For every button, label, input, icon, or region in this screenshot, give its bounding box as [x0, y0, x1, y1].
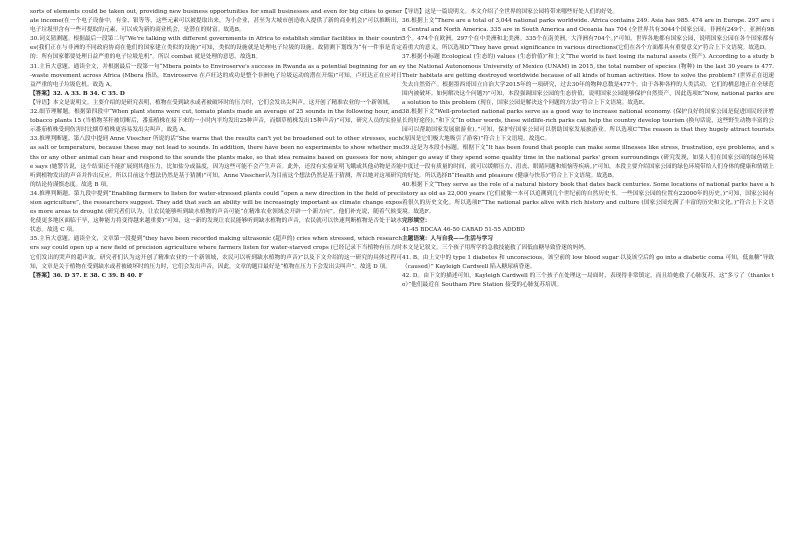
paragraph: 35.主旨大意题。通读全文，文章第一段提到“they have been recorded making ultrasonic (超声的) cries when stressed, which researchers say could open up a new field of precision agriculture where farmers listen for water-starved crops (已经记录下当植物有压力时它们发出的哭声的超声波，研究者们认为这开创了精准农业的一个新领域，农民可以听到缺水植物的声音)”以及下文介绍的这一研究的具体过程可知，文章是关于植物在受到缺水或者被破坏时的压力时，它们会发出声音，因此，文章的题目最好是“植物在压力下会发出尖叫声”。故选 D 项。: [30, 236, 402, 270]
paragraph: 【导语】这是一篇说明文。本文介绍了全世界的国家公园将带来哪些好处人们的好处。: [402, 9, 619, 15]
paragraph: 36.根据上文“There are a total of 3,044 national parks worldwide. Africa contains 249. Asia has 985. 474 are in Europe. 297 are in Central and North America. 335 are in South America and Oceania has 704 (全世界共有3044个国家公园。非洲有249个。亚洲有985个。474个在欧洲。297个在中美洲和北美洲。335个在南美洲，大洋洲有704个。)”可知，世界各地都有国家公园，说明国家公园在各个国家都有着重大的意义。所以选项D“They have great significance in various directions(它们在各个方面都具有重要意义)”符合上下文语境。故选D。: [402, 18, 774, 52]
paragraph: 【导语】本文是说明文。主要介绍的是研究表明，植物在受到缺水或者被破坏时的压力时，它们会发出尖叫声，这开创了精准农业的一个新领域。: [30, 99, 394, 106]
left-column: [30, 8, 402, 281]
answer-line: 【答案】36. D 37. E 38. C 39. B 40. F: [30, 272, 143, 279]
paragraph: 31.主旨大意题。通读全文，并根据最后一段第一句“Mbera points to Enviroserve's success in Rwanda as a potential beginning for an e-waste movement across Africa (Mbera 指出，Enviroserve 在卢旺达的成功是整个非洲电子垃圾运动的潜在开端)”可知，卢旺达正在应对日益严重的电子垃圾危机。故选 A。: [30, 63, 402, 88]
paragraph: 33.推理判断题。第八段中提到 Anne Visscher 所说的话“She warns that the results can't yet be broadened out to other stresses, such as salt or temperature, because these may not lead to sounds. In addition, there have been no experiments to show whether moths or any other animal can hear and respond to the sounds the plants make, so that idea remains based on guesses for now, she says (她警告说，这个结果还不能扩展到其他压力，比如盐分或温度，因为这些可能不会产生声音。此外，还没有实验证明飞蛾或其他动物是否能听到植物发出的声音并作出反应，所以目前这个想法仍然是基于猜测)”可知，Anne Visscher认为目前这个想法仍然是基于猜测，所以她对这项研究的结论持谨慎态度。故选 B 项。: [30, 136, 402, 188]
paragraph: 42. D。由下文的描述可知，Kayleigh Cardwell 的三个孩子在处理这一局面时，表现得非常镇定，而且给她救了心肺复苏，这“多亏了（thanks to）”他们最近在 Southam Fire Station 接受的心肺复苏培训。: [402, 272, 774, 288]
section-label: 完形填空：: [402, 218, 431, 225]
paragraph: 41. B。由上文中的 type 1 diabetes 和 unconscious，该空前的 low blood sugar 以及该空后的 go into a diabetic coma 可知，低血糖“导致（caused）” Kayleigh Cardwell 陷入糖尿病昏迷。: [402, 254, 774, 270]
right-column: [402, 8, 774, 290]
paragraph: 本文是记叙文。三个孩子用所学的急救技能救了因低血糖导致昏迷的妈妈。: [402, 245, 590, 252]
paragraph: sorts of elements could be taken out, providing new business opportunities for small businesses and even for big cities to generate income(在一个电子设备中，有金、银等等，这些元素可以被提取出来，为小企业，甚至为大城市创造收入提供了新的商业机会)”可以推断出，电子垃圾里含有一些可提取的元素，可以成为新的商业机会，是潜在的财富。故选B。: [30, 9, 402, 34]
paragraph: 40.根据下文“They serve as the role of a natural history book that dates back centuries. Some locations of national parks have a history as old as 22,000 years (它们就像一本可以追溯到几个世纪前的自然历史书。一些国家公园的位置有22000年的历史。)”可知，国家公园有着很久的历史文化。所以选项F“The national parks alive with rich history and culture (国家公园充满了丰富的历史和文化。)”符合上下文语境。故选F。: [402, 181, 774, 216]
section-label: 主题语境：人与自我——生活与学习: [402, 236, 493, 243]
paragraph: 39.这是为本段小标题。根据下文“It has been found that people can make some illnesses like stress, frustration, eye problems, and singer go away if they spend some quality time in the national parks' green surroundings (研究发现，如果人们在国家公园的绿色环境中度过一段有质量的时间，就可以缓解压力、沮丧、眼睛问题和烦恼等疾病。)”可知，本段主要介绍国家公园的绿色环境带给人们身体的健康和情绪上的好处。所以选择B“Health and pleasure (健康与快乐)”符合上下文语境。故选B。: [402, 145, 774, 179]
paragraph: 32.细节理解题。根据第四段中“When plant stems were cut, tomato plants made an average of 25 sounds in the following hour, and tobacco plants 15 (当植物茎秆被切断后，番茄植株在接下来的一小时内平均发出25种声音，而烟草植株发出15种声音)”可知，研究人员的实验显示番茄植株受到伤害时比烟草植株更容易发出尖叫声。故选 A。: [30, 109, 402, 134]
paragraph: 37.根据小标题 Ecological (生态的) values (生态价值)”和上文“The world is fast losing its natural assets (资产). According to a study by the National Autonomous University of Mexico (UNAM) in 2015, the total number of species (物种) in the last 30 years is 477. Their habitats are getting destroyed worldwide because of all kinds of human activities. How to solve the problem? (世界正在迅速失去自然资产。根据墨西哥国立自治大学2015年的一项研究，过去30年的物种总数是477个。由于各种各样的人类活动，它们的栖息地正在全球范围内被破坏。如何解决这个问题?)”可知，本段强调国家公园的生态价值，说明国家公园能够保护自然资产，因此选项E“Now, national parks are a solution to this problem (现在，国家公园是解决这个问题的方法)”符合上下文语境。故选E。: [402, 54, 774, 106]
answer-line: 【答案】32. A 33. B 34. C 35. D: [30, 90, 125, 97]
answer-key-line: 41-45 BDCAA 46-50 CABAD 51-55 ADDBD: [402, 227, 525, 234]
paragraph: 34.推理判断题。第九段中提到“Enabling farmers to listen for water-stressed plants could “open a new direction in the field of precision agriculture”, the researchers suggest. They add that such an ability will be increasingly important as climate change exposes more areas to drought (研究者们认为，让农民能够听到缺水植物的声音可能“在精准农业领域会开辟一个新方向”。他们补充说，随着气候变化使更多地区面临干旱，这种能力将变得越来越重要)”可知，这一新的发现让农民能够听到缺水植物的声音，农民就可以快速判断植物是否处于缺水状态。故选 C 项。: [30, 190, 402, 234]
paragraph: 30.词义猜测题。根据最后一段第二句“We're talking with different governments in Africa to establish similar facilities in their countries(我们正在与非洲的不同政府协商在他们的国家建立类似的设施)”可知，类似的设施就是处理电子垃圾的设施。故猜测下划线为“有一件事是肯定的：所有国家都要处理日益严重的电子垃圾危机”。所以 combat 就是处理的意思。故选B。: [30, 36, 402, 61]
paragraph: 38.根据下文“Well-protected national parks serve as a good way to increase national economy. (保护良好的国家公园是促进国民经济增长的好途径)。”和下文“In other words, these wildlife-rich parks can help the country develop tourism (换句话说，这些野生动物丰富的公园可以帮助国家发展旅游业)。”可知，保护好国家公园可以帮助国家发展旅游业。所以选项C“The reason is that they hugely attract tourists (原因是它们极大地吸引了游客)”符合上下文语境。故选C。: [402, 109, 774, 143]
